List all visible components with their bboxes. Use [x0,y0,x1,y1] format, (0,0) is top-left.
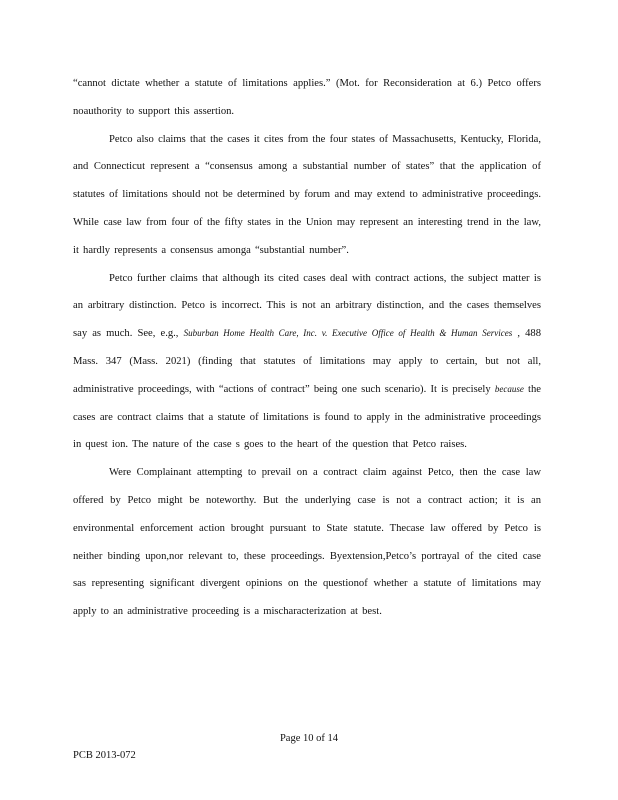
text-run: Were Complainant attempting to prevail on a contract claim against Petco, then the case law offered by Petco might be noteworthy. But the underlying case is not a contract action; it is an environmental enforcement action brought pursuant to State statute. Thecase law offered by Petco is neither binding upon,nor relevant to, these proceedings. Byextension,Petco’s portrayal of the cited case sas representing significant divergent opinions on the questionof whether a statute of limitations may apply to an administrative proceeding is a mischaracterization at best. [73,467,541,618]
document-body [73,70,541,626]
italic-text: because [494,383,524,394]
page-number: Page 10 of 14 [279,733,339,744]
paragraph [73,265,541,460]
text-run: the cases are contract claims that a statute of limitations is found to apply in the administrative proceedings in quest ion. The nature of the case s goes to the heart of the question that Petco raises. [73,383,541,451]
paragraph [73,70,541,126]
text-run: , 488 Mass. 347 (Mass. 2021) (finding that statutes of limitations may apply to certain, but not all, administrative proceedings, with “actions of contract” being one such scenario). It is precisely [73,328,542,395]
paragraph [73,126,541,265]
text-run: Petco also claims that the cases it cites from the four states of Massachusetts, Kentucky, Florida, and Connecticut represent a “consensus among a substantial number of states” that the application of statutes of limitations should not be determined by forum and may extend to administrative proceedings. While case law from four of the fifty states in the Union may represent an interesting trend in the law, it hardly represents a consensus amonga “substantial number”. [73,133,541,256]
italic-text: Suburban Home Health Care, Inc. v. Executive Office of Health & Human Services [183,328,513,339]
text-run: Petco further claims that although its cited cases deal with contract actions, the subject matter is an arbitrary distinction. Petco is incorrect. This is not an arbitrary distinction, and the cases themselves say as much. See, e.g., [73,272,541,340]
text-run: “cannot dictate whether a statute of limitations applies.” (Mot. for Reconsideration at 6.) Petco offers noauthority to support this assertion. [73,78,541,117]
paragraph [73,459,541,626]
case-number: PCB 2013-072 [73,750,136,761]
